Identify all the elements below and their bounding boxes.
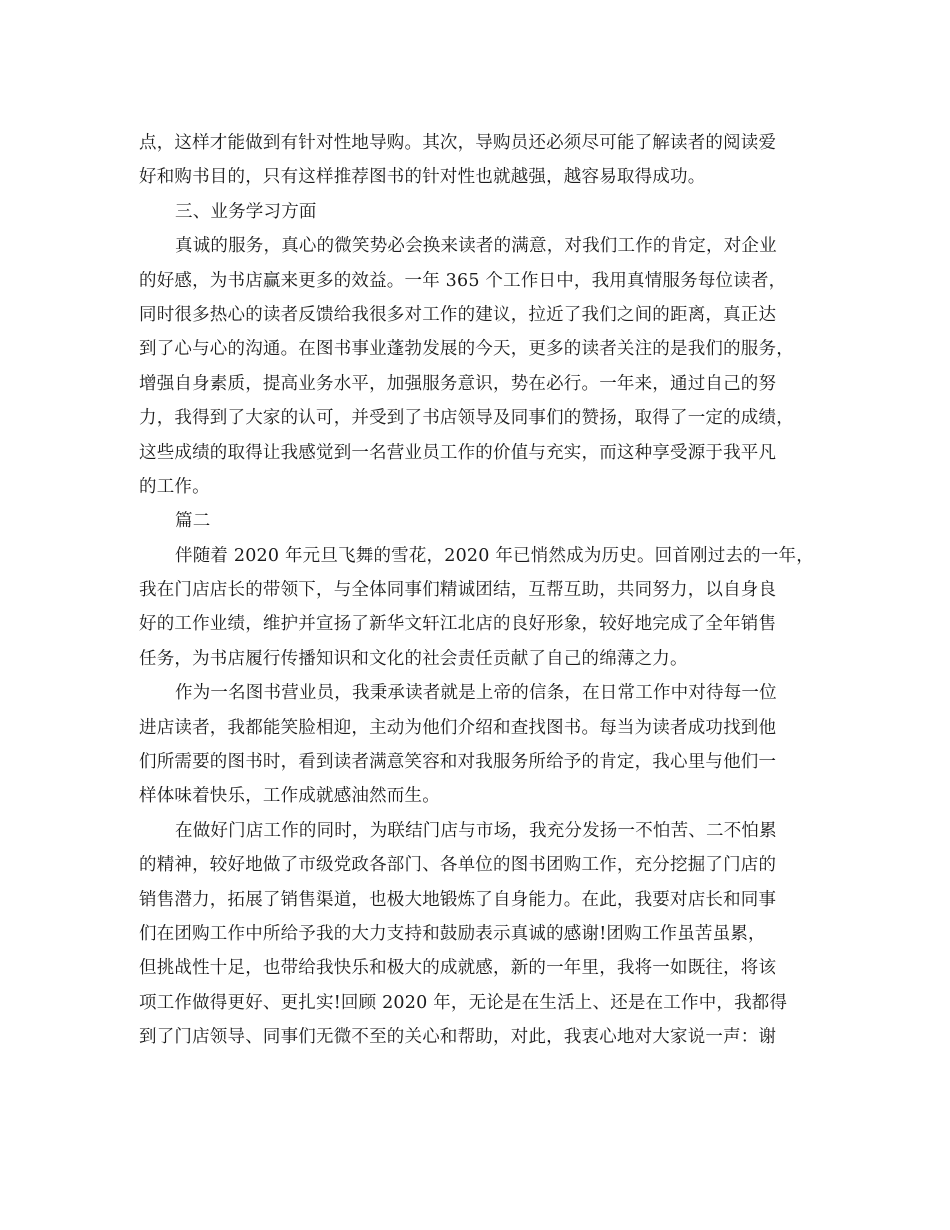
text-line: 同时很多热心的读者反馈给我很多对工作的建议，拉近了我们之间的距离，真正达 <box>139 304 777 325</box>
paragraph-first-line: 在做好门店工作的同时，为联结门店与市场，我充分发扬一不怕苦、二不怕累 <box>175 820 777 841</box>
paragraph-first-line: 真诚的服务，真心的微笑势必会换来读者的满意，对我们工作的肯定，对企业 <box>175 236 777 257</box>
paragraph-first-line: 作为一名图书营业员，我秉承读者就是上帝的信条，在日常工作中对待每一位 <box>175 683 777 704</box>
text-line: 力，我得到了大家的认可，并受到了书店领导及同事们的赞扬，取得了一定的成绩， <box>139 408 794 429</box>
text-line: 的好感，为书店赢来更多的效益。一年 365 个工作日中，我用真情服务每位读者， <box>139 270 787 291</box>
text-line: 好和购书目的，只有这样推荐图书的针对性也就越强，越容易取得成功。 <box>139 167 706 188</box>
text-line: 到了心与心的沟通。在图书事业蓬勃发展的今天，更多的读者关注的是我们的服务， <box>139 339 794 360</box>
text-line: 销售潜力，拓展了销售渠道，也极大地锻炼了自身能力。在此，我要对店长和同事 <box>139 889 777 910</box>
text-line: 但挑战性十足，也带给我快乐和极大的成就感，新的一年里，我将一如既往，将该 <box>139 958 777 979</box>
text-line: 们在团购工作中所给予我的大力支持和鼓励表示真诚的感谢!团购工作虽苦虽累， <box>139 923 766 944</box>
text-line: 增强自身素质，提高业务水平，加强服务意识，势在必行。一年来，通过自己的努 <box>139 373 777 394</box>
text-line: 的工作。 <box>139 476 210 497</box>
text-line: 们所需要的图书时，看到读者满意笑容和对我服务所给予的肯定，我心里与他们一 <box>139 752 777 773</box>
document-body <box>139 126 814 1055</box>
text-line: 任务，为书店履行传播知识和文化的社会责任贡献了自己的绵薄之力。 <box>139 648 688 669</box>
text-line: 好的工作业绩，维护并宣扬了新华文轩江北店的良好形象，较好地完成了全年销售 <box>139 614 777 635</box>
text-line: 这些成绩的取得让我感觉到一名营业员工作的价值与充实，而这种享受源于我平凡 <box>139 442 777 463</box>
paragraph-first-line: 篇二 <box>175 511 211 532</box>
paragraph-first-line: 三、业务学习方面 <box>175 201 317 222</box>
text-line: 进店读者，我都能笑脸相迎，主动为他们介绍和查找图书。每当为读者成功找到他 <box>139 717 777 738</box>
text-line: 项工作做得更好、更扎实!回顾 2020 年，无论是在生活上、还是在工作中，我都得 <box>139 992 788 1013</box>
paragraph-first-line: 伴随着 2020 年元旦飞舞的雪花，2020 年已悄然成为历史。回首刚过去的一年， <box>175 545 814 566</box>
text-line: 到了门店领导、同事们无微不至的关心和帮助，对此，我衷心地对大家说一声：谢 <box>139 1027 777 1048</box>
text-line: 的精神，较好地做了市级党政各部门、各单位的图书团购工作，充分挖掘了门店的 <box>139 855 777 876</box>
text-line: 我在门店店长的带领下，与全体同事们精诚团结，互帮互助，共同努力，以自身良 <box>139 580 777 601</box>
text-line: 样体味着快乐，工作成就感油然而生。 <box>139 786 440 807</box>
text-line: 点，这样才能做到有针对性地导购。其次，导购员还必须尽可能了解读者的阅读爱 <box>139 133 777 153</box>
